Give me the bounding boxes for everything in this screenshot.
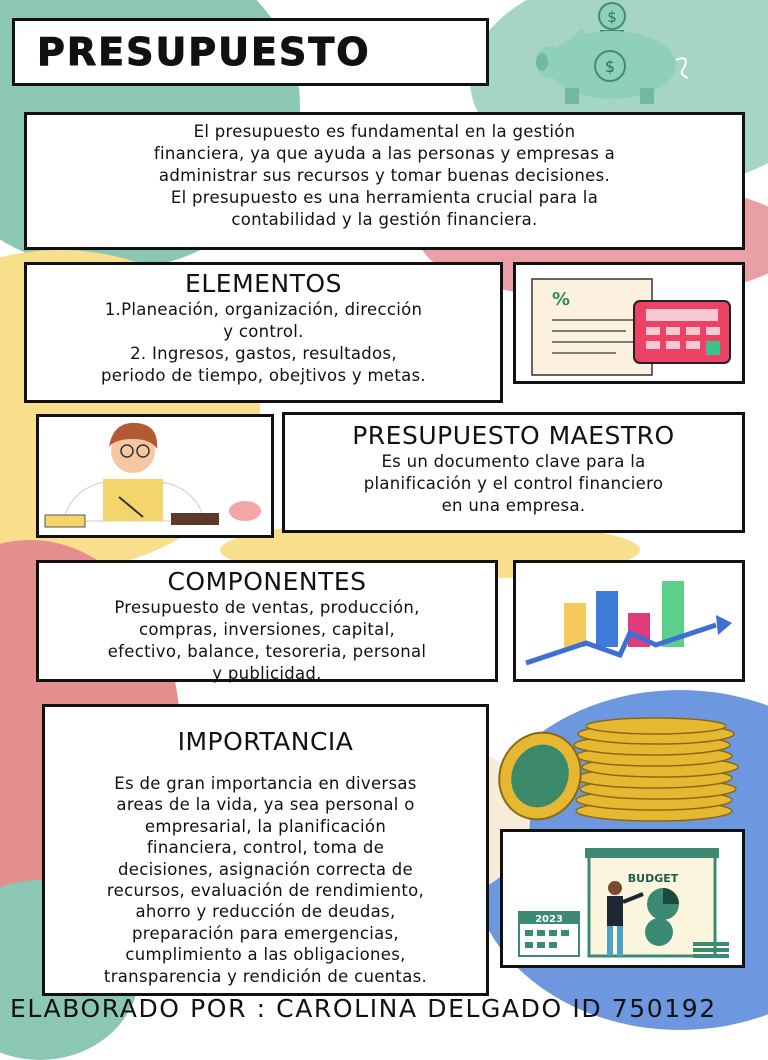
piggy-bank-icon <box>520 0 710 108</box>
elementos-line: 1.Planeación, organización, dirección <box>104 300 423 319</box>
svg-text:$: $ <box>604 57 616 76</box>
componentes-heading: COMPONENTES <box>167 567 367 596</box>
maestro-box <box>282 412 745 533</box>
importancia-line: Es de gran importancia en diversas <box>114 774 417 793</box>
person-saving-image <box>36 414 274 538</box>
importancia-line: transparencia y rendición de cuentas. <box>103 966 428 986</box>
footer-credit: ELABORADO POR : CAROLINA DELGADO ID 750192 <box>10 994 717 1023</box>
svg-text:$: $ <box>607 8 617 26</box>
budget-sign: BUDGET <box>627 872 679 885</box>
intro-box <box>24 112 745 250</box>
maestro-line: en una empresa. <box>441 496 586 515</box>
componentes-line: efectivo, balance, tesoreria, personal <box>107 642 427 661</box>
intro-line: financiera, ya que ayuda a las personas y empresas a <box>153 144 616 163</box>
importancia-line: decisiones, asignación correcta de <box>118 859 413 879</box>
importancia-line: empresarial, la planificación <box>144 816 387 836</box>
budget-presentation-image <box>500 829 745 968</box>
intro-line: administrar sus recursos y tomar buenas decisiones. <box>158 166 611 185</box>
importancia-line: recursos, evaluación de rendimiento, <box>106 881 425 901</box>
document-calculator-icon <box>516 265 742 381</box>
elementos-heading: ELEMENTOS <box>185 269 342 298</box>
elementos-line: 2. Ingresos, gastos, resultados, <box>130 344 397 363</box>
coin-stack-icon <box>494 716 744 826</box>
elementos-line: periodo de tiempo, obejtivos y metas. <box>101 366 426 385</box>
componentes-line: compras, inversiones, capital, <box>138 620 396 639</box>
elementos-box <box>24 262 503 403</box>
page-title: PRESUPUESTO <box>37 30 371 74</box>
componentes-box <box>36 560 498 682</box>
importancia-line: areas de la vida, ya sea personal o <box>116 795 415 815</box>
budget-presentation-icon <box>503 832 742 965</box>
intro-line: contabilidad y la gestión financiera. <box>231 210 538 229</box>
svg-text:%: % <box>552 289 571 310</box>
importancia-box <box>42 704 489 996</box>
importancia-line: ahorro y reducción de deudas, <box>135 902 396 922</box>
growth-chart-icon <box>516 563 742 679</box>
elementos-line: y control. <box>223 322 304 341</box>
importancia-line: preparación para emergencias, <box>132 923 399 943</box>
maestro-heading: PRESUPUESTO MAESTRO <box>352 421 675 450</box>
maestro-line: planificación y el control financiero <box>363 474 664 493</box>
growth-chart-image <box>513 560 745 682</box>
document-calculator-image <box>513 262 745 384</box>
title-box <box>12 18 489 86</box>
componentes-line: y publicidad. <box>212 664 322 683</box>
importancia-heading: IMPORTANCIA <box>177 727 354 756</box>
coin-stack-image <box>494 716 744 826</box>
intro-line: El presupuesto es fundamental en la gestión <box>193 122 576 141</box>
maestro-line: Es un documento clave para la <box>381 452 646 471</box>
importancia-line: cumplimiento a las obligaciones, <box>125 945 406 965</box>
importancia-line: financiera, control, toma de <box>146 838 385 858</box>
calendar-year: 2023 <box>535 914 563 925</box>
componentes-line: Presupuesto de ventas, producción, <box>114 598 420 617</box>
person-saving-icon <box>39 417 271 535</box>
intro-line: El presupuesto es una herramienta crucial para la <box>170 188 599 207</box>
